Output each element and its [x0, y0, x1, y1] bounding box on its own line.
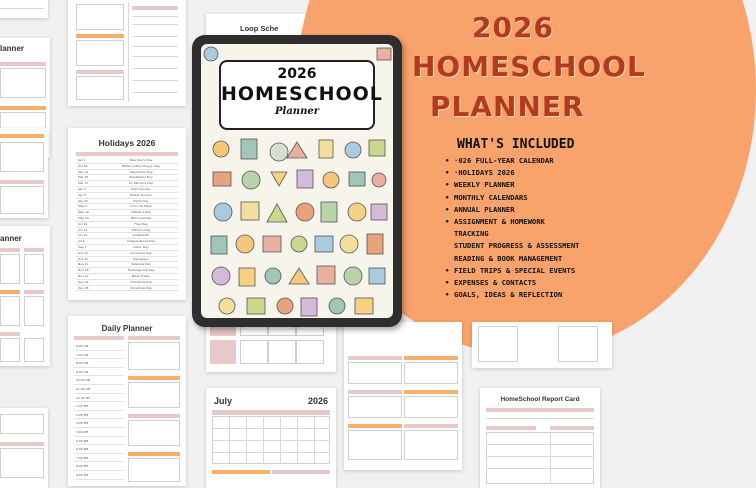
holiday-name: Earth Day	[133, 198, 149, 203]
holiday-name: Memorial Day	[130, 215, 152, 220]
page-title: Holidays 2026	[98, 138, 156, 148]
time-label: 8:00 PM	[76, 464, 89, 469]
holidays-table	[76, 158, 178, 291]
holiday-date: Nov 11	[78, 262, 89, 267]
tracker-page	[344, 322, 462, 470]
list-item	[74, 368, 124, 377]
list-item	[74, 385, 124, 394]
time-label: 5:00 PM	[76, 438, 89, 443]
holiday-date: Jun 14	[78, 221, 88, 226]
bullet-icon: •	[445, 180, 450, 190]
table-row	[76, 286, 178, 292]
included-list	[445, 155, 605, 301]
bullet-icon: •	[445, 217, 450, 227]
holiday-date: Oct 31	[78, 256, 88, 261]
daily-planner-page	[68, 316, 186, 486]
holiday-name: Presidents' Day	[129, 175, 153, 180]
holiday-date: Apr 5	[78, 192, 87, 197]
list-item	[74, 411, 124, 420]
time-label: 7:00 PM	[76, 455, 89, 460]
planner-page-top-left	[0, 0, 48, 18]
page-title: lanner	[0, 44, 25, 53]
time-label: 7:00 AM	[76, 352, 89, 357]
calendar-year: 2026	[307, 396, 328, 406]
included-item-text: FIELD TRIPS & SPECIAL EVENTS	[454, 265, 576, 275]
tablet-device	[192, 35, 402, 327]
included-item	[445, 192, 605, 204]
headline-planner: PLANNER	[430, 90, 585, 123]
list-item	[74, 437, 124, 446]
planner-cover	[201, 44, 393, 318]
holiday-date: Dec 25	[78, 285, 89, 290]
cover-subtitle: Planner	[275, 106, 319, 117]
list-item	[74, 445, 124, 454]
holiday-name: Mother's Day	[131, 210, 151, 215]
included-item-text: ·026 FULL-YEAR CALENDAR	[454, 156, 554, 165]
holiday-name: St. Patrick's Day	[128, 181, 154, 186]
cover-title-card	[219, 60, 383, 130]
bullet-icon: •	[445, 168, 450, 178]
page-title: HomeSchool Report Card	[500, 396, 580, 403]
side-page-right	[472, 322, 612, 368]
holiday-date: Nov 26	[78, 268, 89, 273]
bullet-icon: •	[445, 290, 450, 300]
time-label: 4:00 PM	[76, 429, 89, 434]
list-item	[74, 454, 124, 463]
list-item	[74, 471, 124, 480]
holiday-name: Christmas Day	[129, 285, 152, 290]
holiday-date: May 25	[78, 215, 89, 220]
included-item	[445, 155, 605, 167]
holiday-date: May 5	[78, 204, 88, 209]
holiday-name: Veterans Day	[130, 262, 152, 267]
list-item	[74, 462, 124, 471]
holiday-name: Flag Day	[134, 221, 148, 226]
july-calendar-page	[206, 388, 336, 488]
cover-title: HOMESCHOOL	[221, 83, 383, 105]
included-item	[445, 289, 605, 301]
included-item-text: ASSIGNMENT & HOMEWORK	[454, 217, 545, 227]
bullet-icon: •	[445, 204, 450, 214]
calendar-month: July	[214, 396, 233, 406]
daily-time-list	[74, 342, 124, 480]
bullet-icon: •	[445, 265, 450, 275]
holiday-date: Jan 19	[78, 163, 88, 168]
time-label: 8:00 AM	[76, 361, 89, 366]
holiday-date: Apr 22	[78, 198, 88, 203]
included-item	[445, 167, 605, 179]
time-label: 12:00 PM	[76, 395, 90, 400]
included-item	[445, 277, 605, 289]
holiday-name: Thanksgiving Day	[127, 268, 155, 273]
holiday-name: Christmas Eve	[130, 279, 152, 284]
planner-page-left-2	[0, 128, 48, 218]
holiday-name: Easter Sunday	[130, 192, 152, 197]
headline-homeschool: HOMESCHOOL	[412, 50, 646, 83]
holiday-date: Apr 5	[78, 186, 87, 191]
time-label: 9:00 PM	[76, 472, 89, 477]
list-item	[74, 376, 124, 385]
holiday-name: Halloween	[133, 256, 149, 261]
included-item-text: EXPENSES & CONTACTS	[454, 278, 537, 288]
list-item	[74, 342, 124, 351]
included-item	[445, 204, 605, 216]
holiday-date: Jan 1	[78, 158, 86, 162]
included-item	[445, 228, 605, 240]
list-item	[74, 351, 124, 360]
holiday-date: Jun 21	[78, 227, 88, 232]
holiday-name: Black Friday	[131, 273, 151, 278]
holiday-name: Independence Day	[126, 239, 156, 244]
holiday-name: Cinco de Mayo	[129, 204, 152, 209]
holiday-name: Juneteenth	[132, 233, 150, 238]
included-item-text: TRACKING	[454, 229, 489, 239]
holiday-date: Oct 12	[78, 250, 88, 255]
list-item	[74, 394, 124, 403]
holiday-date: Nov 27	[78, 273, 89, 278]
planner-page-left-4	[0, 408, 48, 488]
included-item-text: ANNUAL PLANNER	[454, 204, 515, 214]
page-title: Loop Sche	[240, 24, 279, 33]
holiday-name: Palm Sunday	[131, 186, 151, 191]
holidays-page	[68, 128, 186, 300]
included-item-text: READING & BOOK MANAGEMENT	[454, 253, 563, 263]
holiday-name: Father's Day	[131, 227, 151, 232]
cover-year: 2026	[277, 66, 317, 82]
holiday-name: New Year's Day	[129, 158, 153, 162]
holiday-date: Jul 4	[78, 239, 85, 244]
included-item-text: STUDENT PROGRESS & ASSESSMENT	[454, 241, 580, 251]
holiday-date: Jun 19	[78, 233, 88, 238]
holiday-name: Valentine's Day	[129, 169, 153, 174]
list-item	[74, 419, 124, 428]
time-label: 6:00 PM	[76, 447, 89, 452]
time-label: 3:00 PM	[76, 421, 89, 426]
bullet-icon: •	[445, 192, 450, 202]
included-item-text: ·HOLIDAYS 2026	[454, 168, 515, 178]
included-item	[445, 216, 605, 228]
included-item	[445, 179, 605, 191]
headline-year: 2026	[472, 11, 554, 44]
included-item-text: WEEKLY PLANNER	[454, 180, 515, 190]
holiday-name: Martin Luther King Jr. Day	[121, 163, 161, 168]
list-item	[74, 359, 124, 368]
bullet-icon: •	[445, 156, 450, 165]
holiday-name: Columbus Day	[130, 250, 152, 255]
list-item	[74, 402, 124, 411]
holiday-date: Feb 14	[78, 169, 89, 174]
included-item-text: GOALS, IDEAS & REFLECTION	[454, 290, 563, 300]
page-title: Daily Planner	[101, 324, 153, 333]
time-label: 2:00 PM	[76, 412, 89, 417]
bullet-icon: •	[445, 278, 450, 288]
planner-page-left-3	[0, 226, 50, 366]
holiday-date: Feb 16	[78, 175, 89, 180]
included-item	[445, 265, 605, 277]
time-label: 1:00 PM	[76, 404, 89, 409]
notes-page	[68, 0, 186, 106]
included-item	[445, 253, 605, 265]
included-item-text: MONTHLY CALENDARS	[454, 192, 528, 202]
report-card-page	[480, 388, 600, 488]
list-item	[74, 428, 124, 437]
included-item	[445, 240, 605, 252]
time-label: 6:00 AM	[76, 344, 89, 348]
holiday-date: May 10	[78, 210, 89, 215]
time-label: 10:00 AM	[76, 378, 91, 383]
holiday-name: Labor Day	[133, 244, 149, 249]
whats-included-title: WHAT'S INCLUDED	[457, 137, 575, 152]
time-label: 9:00 AM	[76, 369, 89, 374]
time-label: 11:00 AM	[76, 386, 91, 391]
page-title: anner	[0, 234, 22, 243]
holiday-date: Sep 7	[78, 244, 87, 249]
holiday-date: Mar 17	[78, 181, 89, 186]
holiday-date: Dec 24	[78, 279, 89, 284]
